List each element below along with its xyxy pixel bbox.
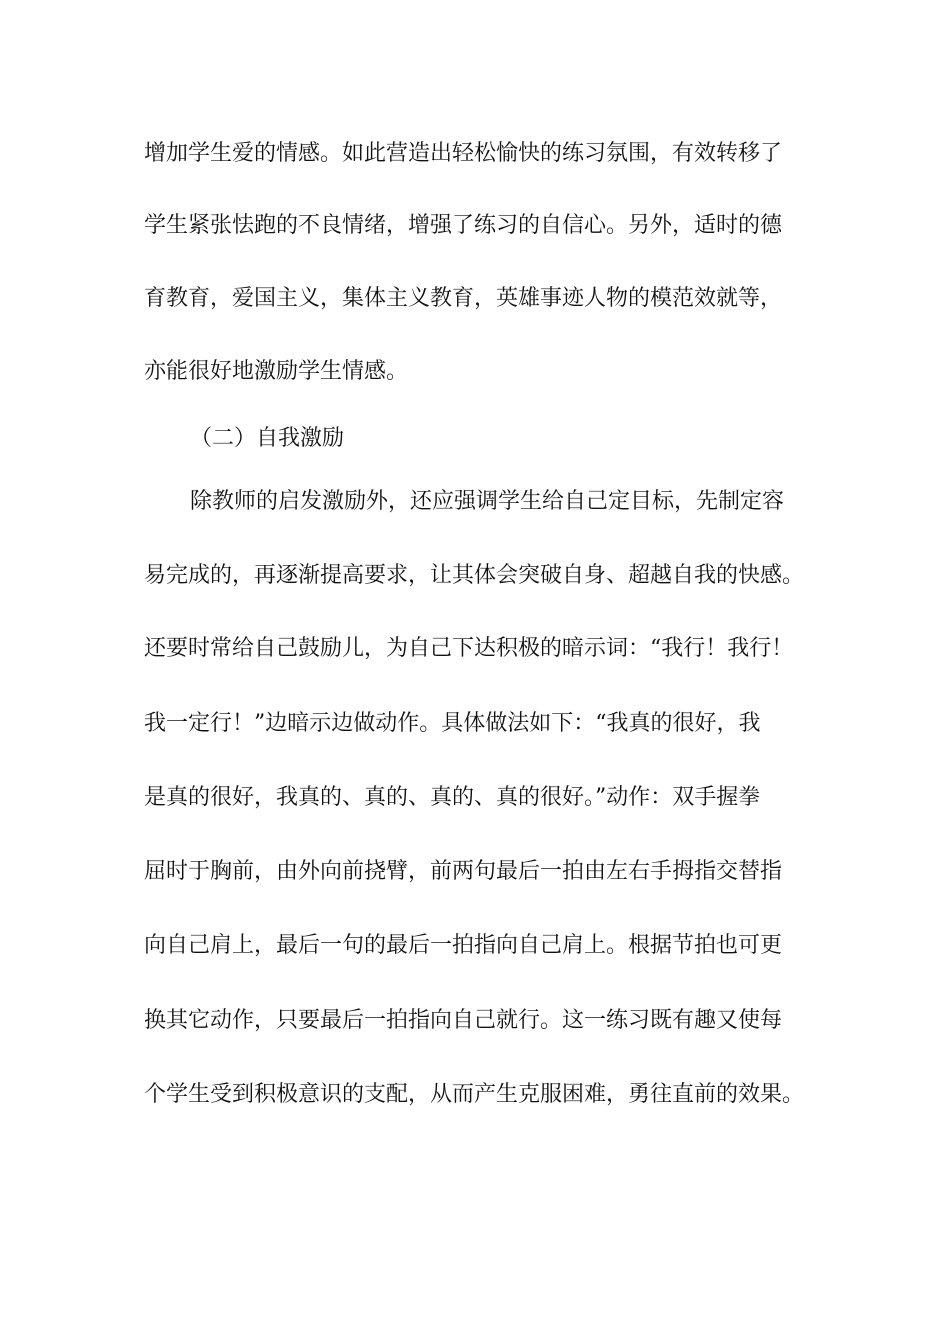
paragraph-2-line-1: 除教师的启发激励外，还应强调学生给自己定目标，先制定容 [190,489,785,514]
paragraph-2-line-4: 我一定行！”边暗示边做动作。具体做法如下：“我真的很好，我 [144,711,761,736]
paragraph-2-line-9: 个学生受到积极意识的支配，从而产生克服困难，勇往直前的效果。 [144,1082,805,1107]
section-heading: （二）自我激励 [190,426,345,451]
paragraph-2-line-8: 换其它动作，只要最后一拍指向自己就行。这一练习既有趣又使每 [144,1008,783,1033]
paragraph-1-line-4: 亦能很好地激励学生情感。 [144,359,409,384]
paragraph-2-line-7: 向自己肩上，最后一句的最后一拍指向自己肩上。根据节拍也可更 [144,933,783,958]
paragraph-1-line-1: 增加学生爱的情感。如此营造出轻松愉快的练习氛围，有效转移了 [144,141,783,166]
paragraph-1-line-2: 学生紧张怯跑的不良情绪，增强了练习的自信心。另外，适时的德 [144,213,783,238]
paragraph-2-line-2: 易完成的，再逐渐提高要求，让其体会突破自身、超越自我的快感。 [144,563,805,588]
paragraph-1-line-3: 育教育，爱国主义，集体主义教育，英雄事迹人物的模范效就等， [144,286,783,311]
paragraph-2-line-3: 还要时常给自己鼓励儿，为自己下达积极的暗示词：“我行！我行！ [144,636,794,661]
paragraph-2-line-5: 是真的很好，我真的、真的、真的、真的很好。”动作：双手握拳 [144,785,761,810]
paragraph-2-line-6: 屈时于胸前，由外向前挠臂，前两句最后一拍由左右手拇指交替指 [144,859,783,884]
